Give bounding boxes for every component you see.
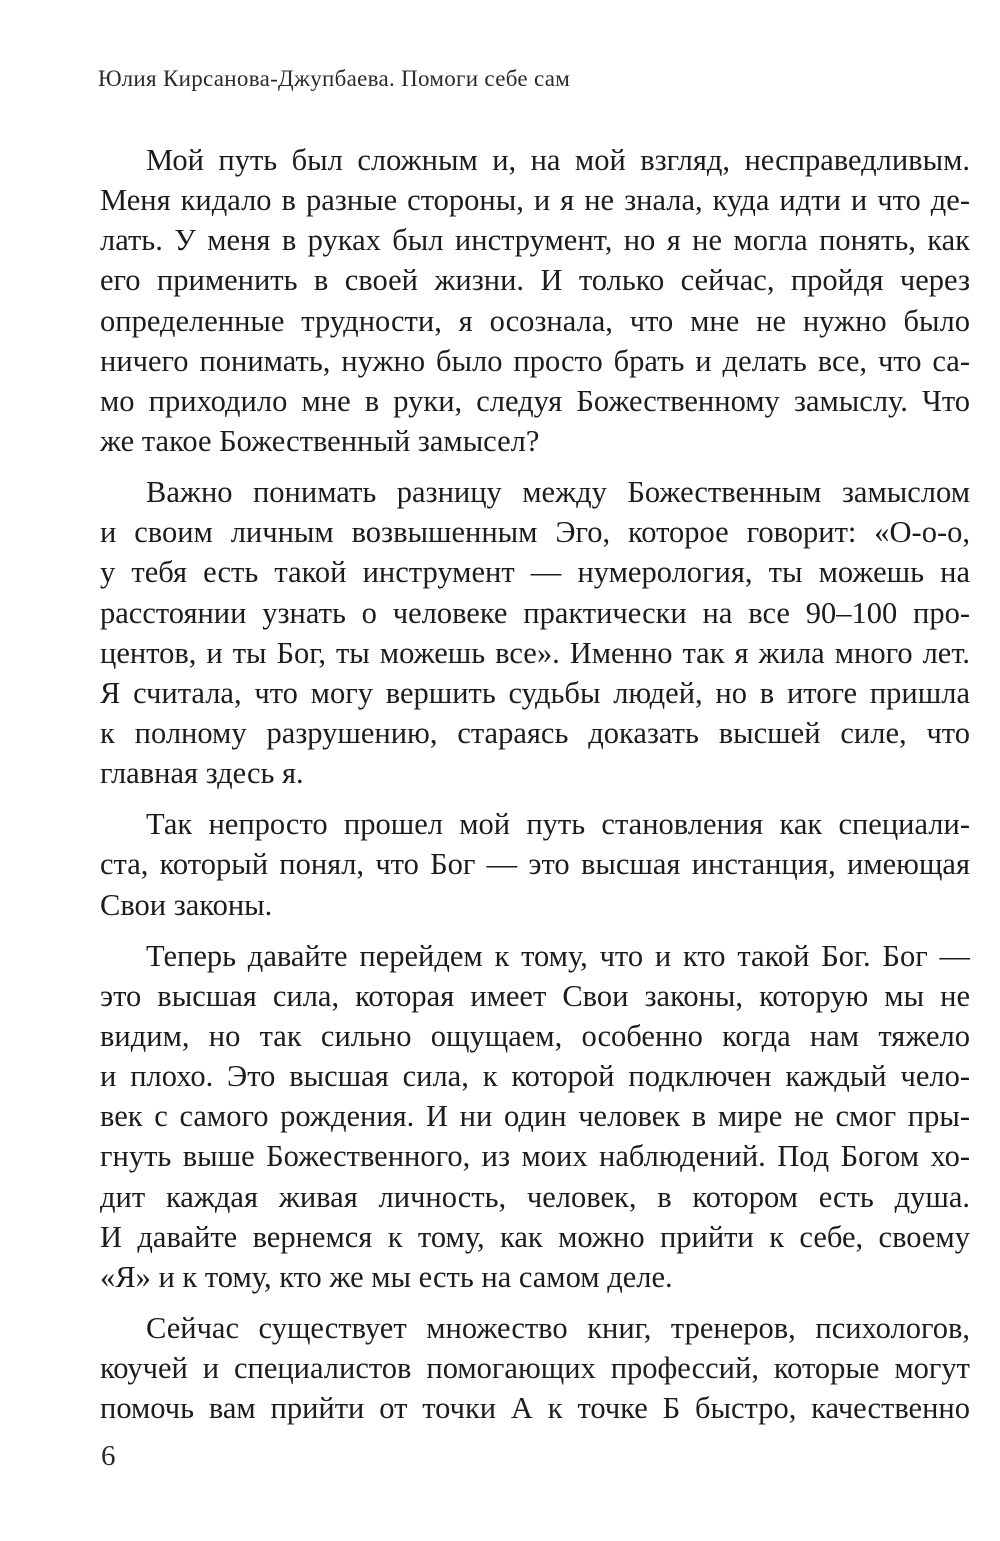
text-line: И давайте вернемся к тому, как можно прийти к себе, своему xyxy=(100,1219,970,1254)
text-line: определенные трудности, я осознала, что мне не нужно было xyxy=(100,303,970,338)
text-line: ста, который понял, что Бог — это высшая инстанция, имеющая xyxy=(100,847,970,882)
text-line: гнуть выше Божественного, из моих наблюдений. Под Богом хо- xyxy=(100,1139,970,1174)
text-line: расстоянии узнать о человеке практически на все 90–100 про- xyxy=(100,595,970,630)
paragraph xyxy=(100,140,970,461)
paragraph xyxy=(100,804,970,924)
text-line: ничего понимать, нужно было просто брать и делать все, что са- xyxy=(100,343,970,378)
text-line: у тебя есть такой инструмент — нумерология, ты можешь на xyxy=(100,555,970,590)
text-line: Теперь давайте перейдем к тому, что и кто такой Бог. Бог — xyxy=(146,938,970,973)
text-line: мо приходило мне в руки, следуя Божественному замыслу. Что xyxy=(100,383,970,418)
running-header: Юлия Кирсанова-Джупбаева. Помоги себе сам xyxy=(98,66,571,91)
text-line: Сейчас существует множество книг, тренеров, психологов, xyxy=(146,1310,970,1345)
text-line: Меня кидало в разные стороны, и я не знала, куда идти и что де- xyxy=(100,183,970,218)
text-line: Мой путь был сложным и, на мой взгляд, несправедливым. xyxy=(146,143,970,177)
text-line: «Я» и к тому, кто же мы есть на самом деле. xyxy=(100,1259,673,1294)
text-line: Важно понимать разницу между Божественным замыслом xyxy=(146,475,970,510)
text-line: коучей и специалистов помогающих профессий, которые могут xyxy=(100,1351,970,1386)
text-line: век с самого рождения. И ни один человек в мире не смог пры- xyxy=(100,1099,970,1134)
page-number: 6 xyxy=(101,1440,116,1472)
text-line: Я считала, что могу вершить судьбы людей, но в итоге пришла xyxy=(100,675,970,710)
paragraph xyxy=(100,1308,970,1428)
text-line: к полному разрушению, стараясь доказать высшей силе, что xyxy=(100,715,970,750)
text-line: и плохо. Это высшая сила, к которой подключен каждый чело- xyxy=(100,1059,970,1094)
text-line: Так непросто прошел мой путь становления как специали- xyxy=(146,807,970,842)
paragraph xyxy=(100,472,970,793)
text-line: Свои законы. xyxy=(100,887,273,922)
text-line: дит каждая живая личность, человек, в котором есть душа. xyxy=(100,1179,970,1214)
text-line: главная здесь я. xyxy=(100,756,304,791)
text-line: его применить в своей жизни. И только сейчас, пройдя через xyxy=(100,263,970,298)
text-line: же такое Божественный замысел? xyxy=(100,423,540,458)
paragraph xyxy=(100,936,970,1297)
text-line: и своим личным возвышенным Эго, которое говорит: «О-о-о, xyxy=(100,515,970,550)
text-line: видим, но так сильно ощущаем, особенно когда нам тяжело xyxy=(100,1018,970,1053)
text-line: это высшая сила, которая имеет Свои законы, которую мы не xyxy=(100,978,970,1013)
text-line: лать. У меня в руках был инструмент, но я не могла понять, как xyxy=(100,223,970,258)
text-line: помочь вам прийти от точки А к точке Б быстро, качественно xyxy=(100,1391,970,1426)
text-line: центов, и ты Бог, ты можешь все». Именно так я жила много лет. xyxy=(100,635,970,670)
body-text xyxy=(100,140,970,1428)
